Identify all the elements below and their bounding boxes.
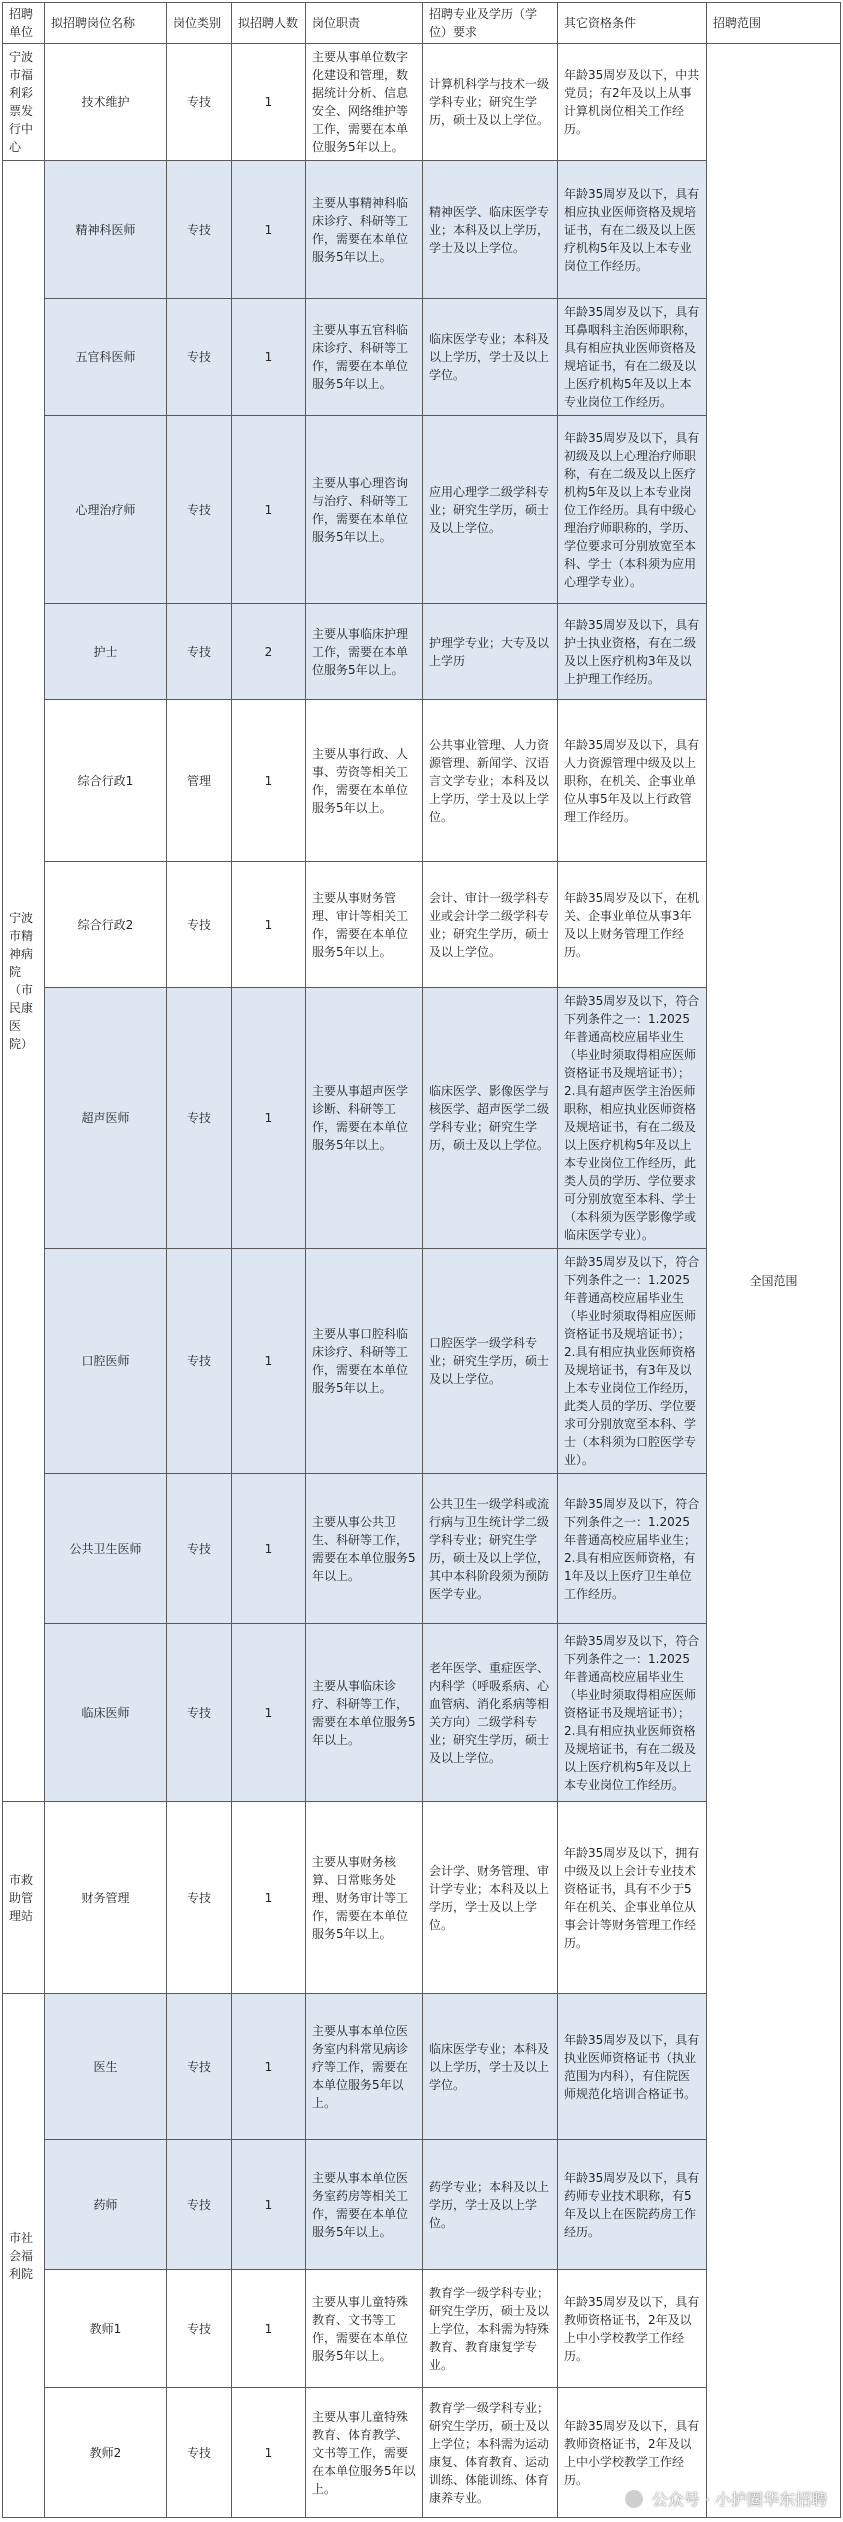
header-row: [3, 3, 841, 44]
major-cell: 教育学一级学科专业；研究生学历，硕士及以上学位，本科需为特殊教育、教育康复学专业。: [423, 2270, 558, 2388]
post-cell: 财务管理: [45, 1802, 167, 1994]
category-cell: 管理: [167, 700, 232, 862]
count-cell: 1: [232, 299, 306, 416]
count-cell: 1: [232, 2270, 306, 2388]
duty-cell: 主要从事五官科临床诊疗、科研等工作，需要在本单位服务5年以上。: [306, 299, 423, 416]
header-other: 其它资格条件: [558, 3, 707, 44]
duty-cell: 主要从事临床诊疗、科研等工作，需要在本单位服务5年以上。: [306, 1624, 423, 1802]
recruitment-table: [2, 2, 841, 2518]
duty-cell: 主要从事口腔科临床诊疗、科研等工作，需要在本单位服务5年以上。: [306, 1249, 423, 1474]
unit-cell: 宁波市精神病院（市民康医院）: [3, 161, 45, 1802]
major-cell: 会计学、财务管理、审计学专业；本科及以上学历，学士及以上学位。: [423, 1802, 558, 1994]
watermark-text: 公众号 · 小护圈华东招聘: [651, 2490, 827, 2509]
category-cell: 专技: [167, 299, 232, 416]
header-post: 拟招聘岗位名称: [45, 3, 167, 44]
count-cell: 2: [232, 604, 306, 700]
other-cell: 年龄35周岁及以下，符合下列条件之一：1.2025年普通高校应届毕业生（毕业时须取得相应医师资格证书及规培证书）；2.具有相应执业医师资格及规培证书，有在二级及以上医疗机构5年及以上本专业岗位工作经历。: [558, 1624, 707, 1802]
post-cell: 综合行政2: [45, 862, 167, 988]
count-cell: 1: [232, 2388, 306, 2518]
count-cell: 1: [232, 2140, 306, 2270]
other-cell: 年龄35周岁及以下，具有耳鼻咽科主治医师职称，具有相应执业医师资格及规培证书，有在二级及以上医疗机构5年及以上本专业岗位工作经历。: [558, 299, 707, 416]
header-count: 拟招聘人数: [232, 3, 306, 44]
post-cell: 技术维护: [45, 44, 167, 161]
duty-cell: 主要从事本单位医务室药房等相关工作，需要在本单位服务5年以上。: [306, 2140, 423, 2270]
major-cell: 药学专业；本科及以上学历，学士及以上学位。: [423, 2140, 558, 2270]
category-cell: 专技: [167, 2270, 232, 2388]
scope-cell: 全国范围: [707, 44, 841, 2518]
post-cell: 综合行政1: [45, 700, 167, 862]
major-cell: 精神医学、临床医学专业；本科及以上学历，学士及以上学位。: [423, 161, 558, 299]
major-cell: 会计、审计一级学科专业或会计学二级学科专业；研究生学历，硕士及以上学位。: [423, 862, 558, 988]
post-cell: 临床医师: [45, 1624, 167, 1802]
count-cell: 1: [232, 1249, 306, 1474]
major-cell: 护理学专业；大专及以上学历: [423, 604, 558, 700]
duty-cell: 主要从事临床护理工作，需要在本单位服务5年以上。: [306, 604, 423, 700]
category-cell: 专技: [167, 2388, 232, 2518]
duty-cell: 主要从事单位数字化建设和管理，数据统计分析、信息安全、网络维护等工作，需要在本单位服务5年以上。: [306, 44, 423, 161]
major-cell: 应用心理学二级学科专业；研究生学历，硕士及以上学位。: [423, 416, 558, 604]
unit-cell: 市救助管理站: [3, 1802, 45, 1994]
post-cell: 教师2: [45, 2388, 167, 2518]
other-cell: 年龄35周岁及以下，具有教师资格证书，2年及以上中小学校教学工作经历。: [558, 2388, 707, 2518]
major-cell: 计算机科学与技术一级学科专业；研究生学历，硕士及以上学位。: [423, 44, 558, 161]
other-cell: 年龄35周岁及以下，拥有中级及以上会计专业技术资格证书，具有不少于5年在机关、企事业单位从事会计等财务管理工作经历。: [558, 1802, 707, 1994]
duty-cell: 主要从事本单位医务室内科常见病诊疗等工作，需要在本单位服务5年以上。: [306, 1994, 423, 2140]
category-cell: 专技: [167, 1802, 232, 1994]
other-cell: 年龄35周岁及以下，符合下列条件之一：1.2025年普通高校应届毕业生（毕业时须取得相应医师资格证书及规培证书）；2.具有超声医学主治医师职称，相应执业医师资格及规培证书，有在二级及以上医疗机构5年及以上本专业岗位工作经历，此类人员的学历、学位要求可分别放宽至本科、学士（本科须为医学影像学或临床医学专业）。: [558, 988, 707, 1249]
duty-cell: 主要从事公共卫生、科研等工作，需要在本单位服务5年以上。: [306, 1474, 423, 1624]
count-cell: 1: [232, 1624, 306, 1802]
duty-cell: 主要从事财务管理、审计等相关工作，需要在本单位服务5年以上。: [306, 862, 423, 988]
category-cell: 专技: [167, 988, 232, 1249]
category-cell: 专技: [167, 1624, 232, 1802]
post-cell: 护士: [45, 604, 167, 700]
count-cell: 1: [232, 161, 306, 299]
unit-cell: 市社会福利院: [3, 1994, 45, 2518]
other-cell: 年龄35周岁及以下，具有药师专业技术职称，有5年及以上在医院药房工作经历。: [558, 2140, 707, 2270]
count-cell: 1: [232, 1802, 306, 1994]
other-cell: 年龄35周岁及以下，具有执业医师资格证书（执业范围为内科），有住院医师规范化培训合格证书。: [558, 1994, 707, 2140]
other-cell: 年龄35周岁及以下，符合下列条件之一：1.2025年普通高校应届毕业生（毕业时须取得相应医师资格证书及规培证书）；2.具有相应执业医师资格及规培证书，有3年及以上本专业岗位工作经历，此类人员的学历、学位要求可分别放宽至本科、学士（本科须为口腔医学专业）。: [558, 1249, 707, 1474]
header-unit: 招聘单位: [3, 3, 45, 44]
post-cell: 精神科医师: [45, 161, 167, 299]
duty-cell: 主要从事儿童特殊教育、文书等工作，需要在本单位服务5年以上。: [306, 2270, 423, 2388]
category-cell: 专技: [167, 161, 232, 299]
duty-cell: 主要从事行政、人事、劳资等相关工作，需要在本单位服务5年以上。: [306, 700, 423, 862]
other-cell: 年龄35周岁及以下，在机关、企事业单位从事3年及以上财务管理工作经历。: [558, 862, 707, 988]
post-cell: 药师: [45, 2140, 167, 2270]
major-cell: 老年医学、重症医学、内科学（呼吸系病、心血管病、消化系病等相关方向）二级学科专业；研究生学历，硕士及以上学位。: [423, 1624, 558, 1802]
major-cell: 教育学一级学科专业；研究生学历，硕士及以上学位；本科需为运动康复、体育教育、运动训练、体能训练、体育康养专业。: [423, 2388, 558, 2518]
duty-cell: 主要从事财务核算、日常账务处理、财务审计等工作，需要在本单位服务5年以上。: [306, 1802, 423, 1994]
post-cell: 公共卫生医师: [45, 1474, 167, 1624]
post-cell: 教师1: [45, 2270, 167, 2388]
count-cell: 1: [232, 862, 306, 988]
header-scope: 招聘范围: [707, 3, 841, 44]
post-cell: 医生: [45, 1994, 167, 2140]
count-cell: 1: [232, 988, 306, 1249]
category-cell: 专技: [167, 2140, 232, 2270]
category-cell: 专技: [167, 44, 232, 161]
major-cell: 公共事业管理、人力资源管理、新闻学、汉语言文学专业；本科及以上学历，学士及以上学位。: [423, 700, 558, 862]
major-cell: 临床医学、影像医学与核医学、超声医学二级学科专业；研究生学历，硕士及以上学位。: [423, 988, 558, 1249]
duty-cell: 主要从事儿童特殊教育、体育教学、文书等工作，需要在本单位服务5年以上。: [306, 2388, 423, 2518]
other-cell: 年龄35周岁及以下，符合下列条件之一：1.2025年普通高校应届毕业生；2.具有相应医师资格，有1年及以上医疗卫生单位工作经历。: [558, 1474, 707, 1624]
count-cell: 1: [232, 1474, 306, 1624]
other-cell: 年龄35周岁及以下，具有教师资格证书，2年及以上中小学校教学工作经历。: [558, 2270, 707, 2388]
category-cell: 专技: [167, 1474, 232, 1624]
duty-cell: 主要从事心理咨询与治疗、科研等工作，需要在本单位服务5年以上。: [306, 416, 423, 604]
count-cell: 1: [232, 700, 306, 862]
major-cell: 临床医学专业；本科及以上学历，学士及以上学位。: [423, 1994, 558, 2140]
duty-cell: 主要从事超声医学诊断、科研等工作，需要在本单位服务5年以上。: [306, 988, 423, 1249]
category-cell: 专技: [167, 604, 232, 700]
duty-cell: 主要从事精神科临床诊疗、科研等工作，需要在本单位服务5年以上。: [306, 161, 423, 299]
header-category: 岗位类别: [167, 3, 232, 44]
count-cell: 1: [232, 1994, 306, 2140]
post-cell: 口腔医师: [45, 1249, 167, 1474]
other-cell: 年龄35周岁及以下，具有相应执业医师资格及规培证书，有在二级及以上医疗机构5年及以上本专业岗位工作经历。: [558, 161, 707, 299]
post-cell: 超声医师: [45, 988, 167, 1249]
other-cell: 年龄35周岁及以下，具有护士执业资格，有在二级及以上医疗机构3年及以上护理工作经历。: [558, 604, 707, 700]
wechat-icon: [625, 2490, 643, 2508]
category-cell: 专技: [167, 862, 232, 988]
post-cell: 五官科医师: [45, 299, 167, 416]
category-cell: 专技: [167, 1994, 232, 2140]
major-cell: 公共卫生一级学科或流行病与卫生统计学二级学科专业；研究生学历，硕士及以上学位，其中本科阶段须为预防医学专业。: [423, 1474, 558, 1624]
major-cell: 口腔医学一级学科专业；研究生学历，硕士及以上学位。: [423, 1249, 558, 1474]
header-duty: 岗位职责: [306, 3, 423, 44]
unit-cell: 宁波市福利彩票发行中心: [3, 44, 45, 161]
header-major: 招聘专业及学历（学位）要求: [423, 3, 558, 44]
post-cell: 心理治疗师: [45, 416, 167, 604]
other-cell: 年龄35周岁及以下，中共党员；有2年及以上从事计算机岗位相关工作经历。: [558, 44, 707, 161]
count-cell: 1: [232, 44, 306, 161]
major-cell: 临床医学专业；本科及以上学历，学士及以上学位。: [423, 299, 558, 416]
category-cell: 专技: [167, 1249, 232, 1474]
table-row: [3, 44, 841, 161]
count-cell: 1: [232, 416, 306, 604]
other-cell: 年龄35周岁及以下，具有人力资源管理中级及以上职称，在机关、企事业单位从事5年及以上行政管理工作经历。: [558, 700, 707, 862]
watermark: [625, 2487, 827, 2510]
other-cell: 年龄35周岁及以下，具有初级及以上心理治疗师职称，有在二级及以上医疗机构5年及以上本专业岗位工作经历。具有中级心理治疗师职称的，学历、学位要求可分别放宽至本科、学士（本科须为应用心理学专业）。: [558, 416, 707, 604]
category-cell: 专技: [167, 416, 232, 604]
